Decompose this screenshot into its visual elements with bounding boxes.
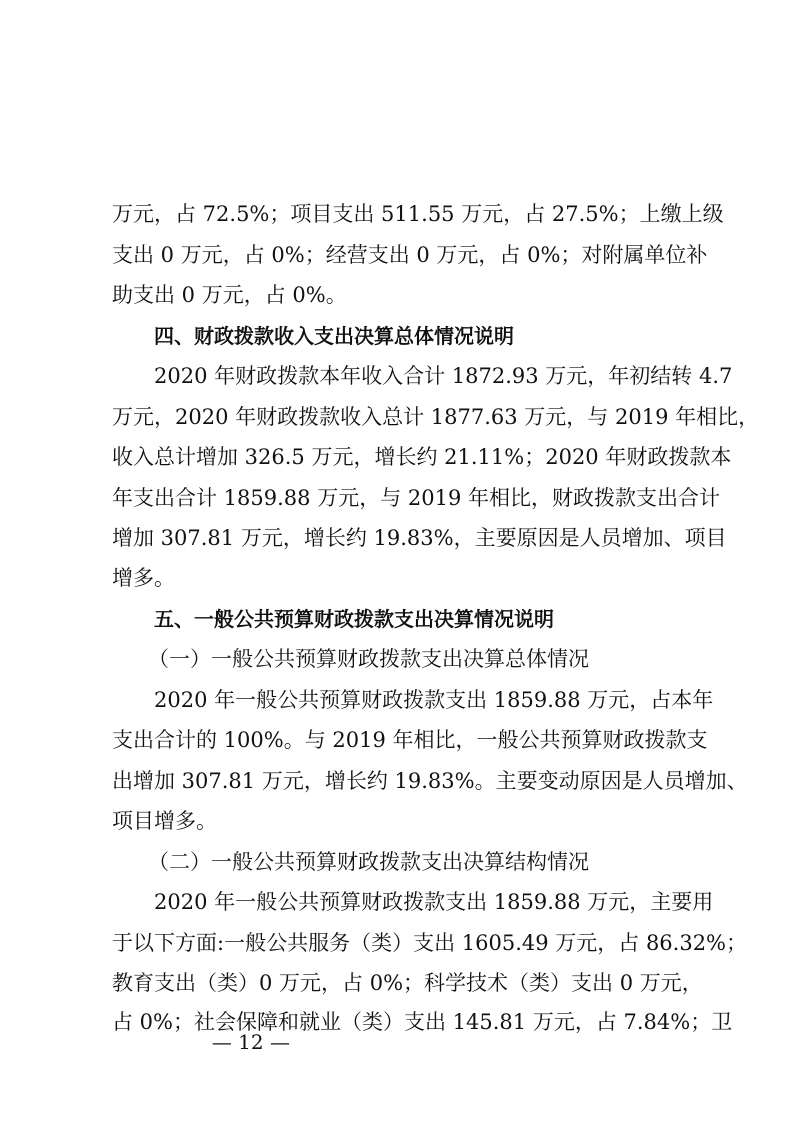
text-line: 增加 307.81 万元，增长约 19.83%，主要原因是人员增加、项目 bbox=[112, 526, 727, 550]
text-line: 万元，2020 年财政拨款收入总计 1877.63 万元，与 2019 年相比， bbox=[112, 405, 760, 429]
text-line: 占 0%；社会保障和就业（类）支出 145.81 万元，占 7.84%；卫 bbox=[112, 1010, 733, 1034]
text-line: 增多。 bbox=[112, 566, 175, 590]
text-line: 于以下方面:一般公共服务（类）支出 1605.49 万元，占 86.32%； bbox=[112, 931, 748, 955]
section-heading-4: 四、财政拨款收入支出决算总体情况说明 bbox=[154, 324, 514, 348]
text-line: 年支出合计 1859.88 万元，与 2019 年相比，财政拨款支出合计 bbox=[112, 486, 720, 510]
text-line: 2020 年一般公共预算财政拨款支出 1859.88 万元，主要用 bbox=[154, 890, 714, 914]
text-line: 收入总计增加 326.5 万元，增长约 21.11%；2020 年财政拨款本 bbox=[112, 445, 732, 469]
text-line: 支出合计的 100%。与 2019 年相比，一般公共预算财政拨款支 bbox=[112, 728, 708, 752]
subsection-heading-1: （一）一般公共预算财政拨款支出决算总体情况 bbox=[148, 647, 589, 671]
text-line: 助支出 0 万元，占 0%。 bbox=[112, 283, 347, 307]
text-line: 教育支出（类）0 万元，占 0%；科学技术（类）支出 0 万元， bbox=[112, 971, 703, 995]
text-line: 2020 年财政拨款本年收入合计 1872.93 万元，年初结转 4.7 bbox=[154, 364, 733, 388]
text-line: 出增加 307.81 万元，增长约 19.83%。主要变动原因是人员增加、 bbox=[112, 769, 748, 793]
section-heading-5: 五、一般公共预算财政拨款支出决算情况说明 bbox=[154, 607, 554, 631]
text-line: 支出 0 万元，占 0%；经营支出 0 万元，占 0%；对附属单位补 bbox=[112, 243, 708, 267]
text-line: 万元，占 72.5%；项目支出 511.55 万元，占 27.5%；上缴上级 bbox=[112, 202, 724, 226]
page-number: — 12 — bbox=[211, 1030, 290, 1054]
text-line: 2020 年一般公共预算财政拨款支出 1859.88 万元，占本年 bbox=[154, 688, 714, 712]
text-line: 项目增多。 bbox=[112, 809, 217, 833]
subsection-heading-2: （二）一般公共预算财政拨款支出决算结构情况 bbox=[148, 850, 589, 874]
